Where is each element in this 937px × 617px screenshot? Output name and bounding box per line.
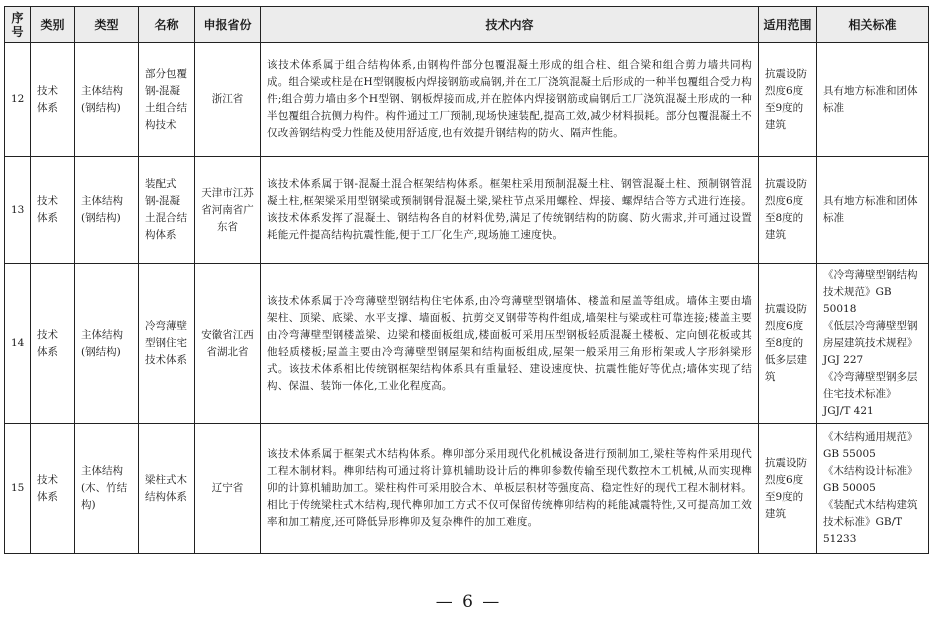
- row-category: 技术体系: [31, 264, 75, 424]
- row-province: 安徽省江西省湖北省: [195, 264, 261, 424]
- row-content: 该技术体系属于组合结构体系,由钢构件部分包覆混凝土形成的组合柱、组合梁和组合剪力墙共同构成。组合梁或柱是在H型钢腹板内焊接钢筋或扁钢,并在工厂浇筑混凝土后形成的一种半包覆组合受力构件;组合剪力墙由多个H型钢、钢板焊接而成,并在腔体内焊接钢筋或扁钢后工厂浇筑混凝土形成的一种半包覆组合抗侧力构件。构件通过工厂预制,现场快速装配,提高工效,减少材料损耗。部分包覆混凝土不仅改善钢结构受力性能及使用舒适度,也有效提升钢结构的防火、隔声性能。: [261, 43, 759, 157]
- standard-item: 具有地方标准和团体标准: [823, 195, 918, 224]
- row-category: 技术体系: [31, 43, 75, 157]
- row-standards: [817, 43, 929, 157]
- row-standards: [817, 264, 929, 424]
- row-standards: [817, 424, 929, 554]
- header-standards: 相关标准: [817, 7, 929, 43]
- header-scope: 适用范围: [759, 7, 817, 43]
- row-scope: 抗震设防烈度6度至9度的建筑: [759, 424, 817, 554]
- row-name: 部分包覆钢-混凝土组合结构技术: [139, 43, 195, 157]
- table-row: [5, 424, 929, 554]
- row-type: 主体结构(钢结构): [75, 43, 139, 157]
- table-row: [5, 157, 929, 264]
- header-content: 技术内容: [261, 7, 759, 43]
- row-province: 浙江省: [195, 43, 261, 157]
- header-seq: 序号: [5, 7, 31, 43]
- standard-item: 《装配式木结构建筑技术标准》GB/T 51233: [823, 499, 918, 545]
- row-name: 装配式钢-混凝土混合结构体系: [139, 157, 195, 264]
- row-name: 冷弯薄壁型钢住宅技术体系: [139, 264, 195, 424]
- table-header-row: [5, 7, 929, 43]
- row-province: 天津市江苏省河南省广东省: [195, 157, 261, 264]
- row-province: 辽宁省: [195, 424, 261, 554]
- standard-item: 《木结构通用规范》GB 55005: [823, 431, 918, 460]
- row-content: 该技术体系属于冷弯薄壁型钢结构住宅体系,由冷弯薄壁型钢墙体、楼盖和屋盖等组成。墙体主要由墙架柱、顶梁、底梁、水平支撑、墙面板、抗剪交叉钢带等构件组成,墙架柱与梁或柱可靠连接;楼盖主要由冷弯薄壁型钢楼盖梁、边梁和楼面板组成,楼面板可采用压型钢板轻质混凝土楼板、定向刨花板或其他轻质楼板;屋盖主要由冷弯薄壁型钢屋架和结构面板组成,屋架一般采用三角形桁架或人字形斜梁形式。该技术体系相比传统钢框架结构体系具有重量轻、建设速度快、抗震性能好等优点;墙体实现了结构、保温、装饰一体化,工业化程度高。: [261, 264, 759, 424]
- header-name: 名称: [139, 7, 195, 43]
- row-seq: 15: [5, 424, 31, 554]
- row-content: 该技术体系属于钢-混凝土混合框架结构体系。框架柱采用预制混凝土柱、钢管混凝土柱、预制钢管混凝土柱,框架梁采用型钢梁或预制钢骨混凝土梁,梁柱节点采用螺栓、焊接、螺焊结合等方式进行连接。该技术体系发挥了混凝土、钢结构各自的材料优势,满足了传统钢结构的防腐、防火需求,并可通过设置耗能元件提高结构抗震性能,便于工厂化生产,现场施工速度快。: [261, 157, 759, 264]
- row-type: 主体结构(木、竹结构): [75, 424, 139, 554]
- table-row: [5, 264, 929, 424]
- row-category: 技术体系: [31, 157, 75, 264]
- row-seq: 12: [5, 43, 31, 157]
- header-type: 类型: [75, 7, 139, 43]
- row-content: 该技术体系属于框架式木结构体系。榫卯部分采用现代化机械设备进行预制加工,梁柱等构件采用现代工程木制材料。榫卯结构可通过将计算机辅助设计后的榫卯参数传输至现代数控木工机械,从而实现榫卯的计算机辅助加工。梁柱构件可采用胶合木、单板层积材等强度高、稳定性好的现代工程木制材料。相比于传统梁柱式木结构,现代榫卯加工方式不仅可保留传统榫卯结构的耗能减震特性,又可提高加工效率和加工精度,还可降低异形榫卯及复杂榫件的加工难度。: [261, 424, 759, 554]
- row-scope: 抗震设防烈度6度至8度的建筑: [759, 157, 817, 264]
- standard-item: 《冷弯薄壁型钢结构技术规范》GB 50018: [823, 269, 918, 315]
- page-number: — 6 —: [435, 592, 502, 612]
- row-type: 主体结构(钢结构): [75, 157, 139, 264]
- row-name: 梁柱式木结构体系: [139, 424, 195, 554]
- standard-item: 具有地方标准和团体标准: [823, 84, 918, 114]
- header-category: 类别: [31, 7, 75, 43]
- standard-item: 《低层冷弯薄壁型钢房屋建筑技术规程》JGJ 227: [823, 320, 918, 366]
- row-category: 技术体系: [31, 424, 75, 554]
- row-seq: 14: [5, 264, 31, 424]
- row-scope: 抗震设防烈度6度至8度的低多层建筑: [759, 264, 817, 424]
- technology-table: [4, 6, 929, 554]
- standard-item: 《冷弯薄壁型钢多层住宅技术标准》JGJ/T 421: [823, 371, 918, 417]
- row-scope: 抗震设防烈度6度至9度的建筑: [759, 43, 817, 157]
- row-type: 主体结构(钢结构): [75, 264, 139, 424]
- header-province: 申报省份: [195, 7, 261, 43]
- table-row: [5, 43, 929, 157]
- standard-item: 《木结构设计标准》GB 50005: [823, 465, 918, 494]
- row-seq: 13: [5, 157, 31, 264]
- row-standards: [817, 157, 929, 264]
